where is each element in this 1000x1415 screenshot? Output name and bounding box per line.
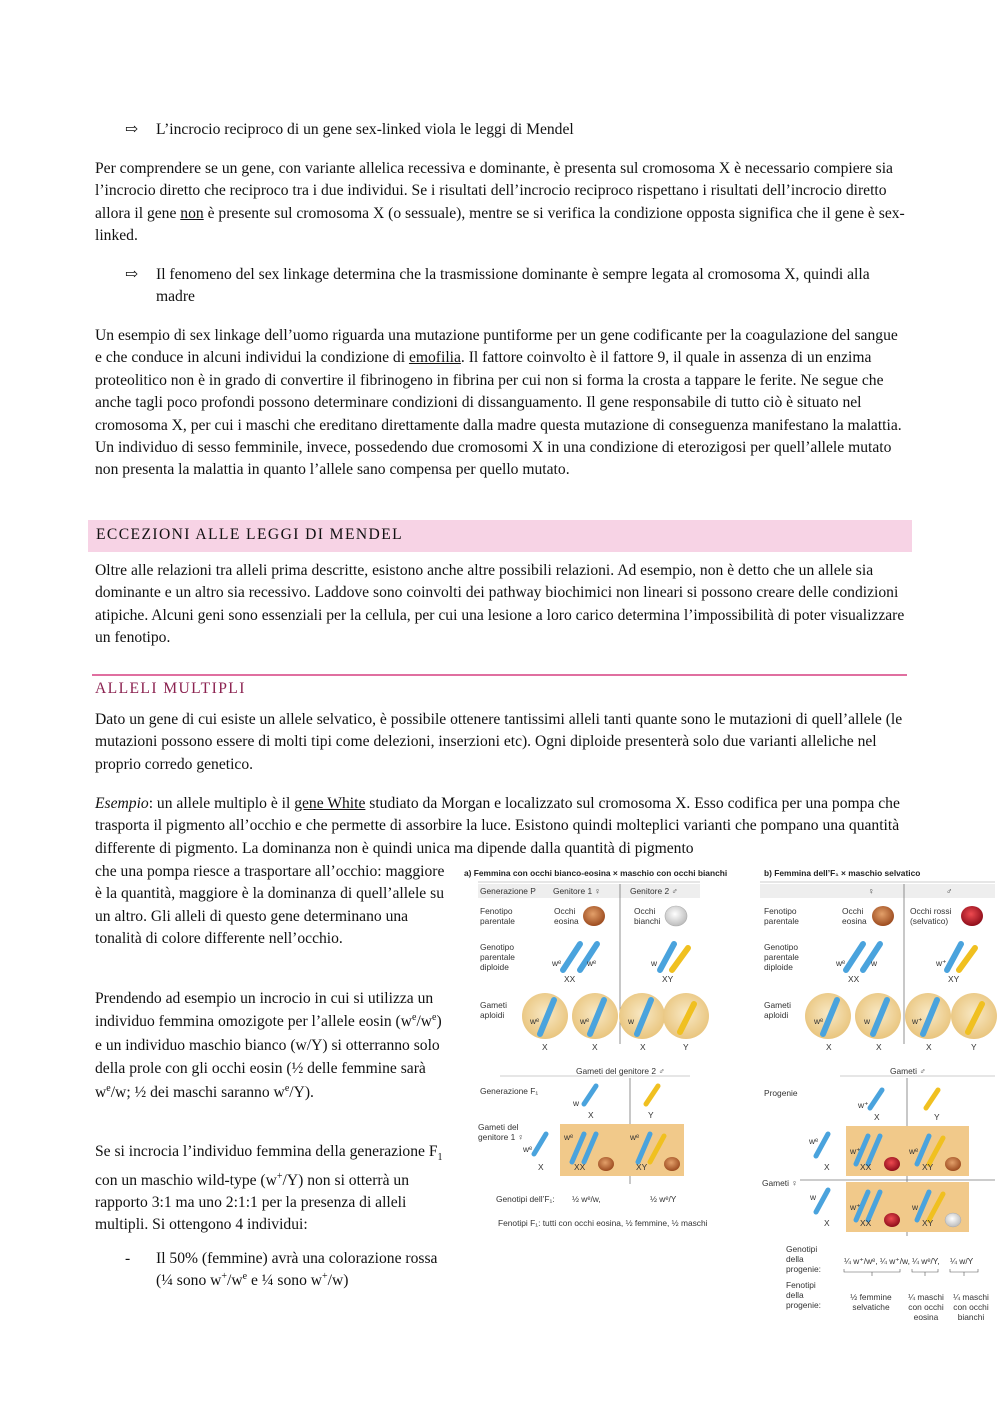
label-gameti-aploidi-b: Gameti aploidi xyxy=(764,1000,791,1020)
paragraph-2: Un esempio di sex linkage dell’uomo riguarda una mutazione puntiforme per un gene codificante per la coagulazione del sangue e che conduce in alcuni individui la condizione di emofilia. Il fattore coinvolto è il fattore 9, il quale in assenza di un enzima proteolitico non è in grado di convertire il fibrinogeno in fibrina per cui non si forma la crosta a tappare le ferite. Ne segue che anche tagli poco profondi possono determinare condizioni di dissanguamento. Il gene responsabile di tutto ciò è situato nel cromosoma X, per cui i maschi che ereditano direttamente dalla madre questa mutazione di conseguenza manifestano la malattia. Un individuo di sesso femminile, invece, possedendo due cromosomi X in una condizione di eterozigosi per quell’allele mutato non presenta la malattia in quanto l’allele sano compensa per quello mutato. xyxy=(95,327,902,479)
arrow-bullet-icon: ⇨ xyxy=(125,266,139,283)
white-eye-icon xyxy=(665,906,687,926)
red-eye-icon xyxy=(961,906,983,926)
genotype-xx: XX xyxy=(860,1162,872,1172)
figure-title-b: b) Femmina dell’F₁ × maschio selvatico xyxy=(764,868,921,878)
genotype-xy: XY xyxy=(922,1162,934,1172)
list-item-1: Il 50% (femmine) avrà una colorazione rossa (¼ sono $w^+/w^e$ e ¼ sono w+/w) xyxy=(156,1250,438,1290)
paragraph-3: Oltre alle relazioni tra alleli prima descritte, esistono anche altre possibili relazioni. Ad esempio, non è detto che un allele sia dominante e un altro sia recessivo. Laddove sono coinvolti dei pathway biochimici non lineari si possono creare delle condizioni atipiche. Alcuni geni sono essenziali per la cellula, per cui una lesione a loro carico determina l’impossibilità di poter visualizzare un fenotipo. xyxy=(95,562,905,647)
arrow-bullet-icon: ⇨ xyxy=(125,121,139,138)
allele-we: wᵉ xyxy=(630,1132,640,1142)
section-divider xyxy=(92,674,907,676)
paragraph-7: Se si incrocia l’individuo femmina della generazione $F_1$ con un maschio wild-type (w+/Y) non si otterrà un rapporto 3:1 ma uno 2:1:1 per la presenza di alleli multipli. Si ottengono 4 individui: xyxy=(95,1143,443,1234)
allele-w: w xyxy=(810,1192,817,1202)
label-gameti-female: Gameti ♀ xyxy=(762,1178,798,1188)
allele-w: w xyxy=(628,1016,635,1026)
gamete-y: Y xyxy=(971,1042,977,1052)
paragraph-1: Per comprendere se un gene, con variante allelica recessiva e dominante, è presenta sul cromosoma X è necessario compiere sia l’incrocio diretto che reciproco tra i due individui. Se i risultati dell’incrocio reciproco rispettano i risultati dell’incrocio diretto allora il gene non è presente sul cromosoma X (o sessuale), mentre se si verifica la condizione opposta significa che il gene è sex-linked. xyxy=(95,160,905,245)
allele-wplus: w⁺ xyxy=(912,1016,923,1026)
female-symbol: ♀ xyxy=(868,886,875,896)
allele-we: wᵉ xyxy=(814,1016,824,1026)
eosin-eye-icon xyxy=(872,906,894,926)
genotype-xx: XX xyxy=(564,974,576,984)
gamete-x: X xyxy=(538,1162,544,1172)
label-genotipo-parentale-b: Genotipo parentale diploide xyxy=(764,942,799,972)
label-genotipo-parentale: Genotipo parentale diploide xyxy=(480,942,515,972)
allele-we: wᵉ xyxy=(523,1144,533,1154)
fenotipi-progenie-b: ¼ maschi con occhi eosina xyxy=(908,1292,944,1322)
label-genotipi-f1: Genotipi dell’F₁: xyxy=(496,1194,555,1204)
gamete-y: Y xyxy=(934,1112,940,1122)
label-gameti-genitore2: Gameti del genitore 2 ♂ xyxy=(576,1066,665,1076)
label-fenotipi-progenie: Fenotipi della progenie: xyxy=(786,1280,821,1310)
genotipi-progenie-b: ¼ wᵉ/Y, xyxy=(912,1256,940,1266)
allele-we: wᵉ xyxy=(580,1016,590,1026)
allele-we: wᵉ xyxy=(836,958,846,968)
genotipi-progenie-c: ¼ w/Y xyxy=(950,1256,974,1266)
gamete-x: X xyxy=(588,1110,594,1120)
label-progenie: Progenie xyxy=(764,1088,798,1098)
allele-wplus: w⁺ xyxy=(850,1146,861,1156)
eosin-eye-icon xyxy=(583,906,605,926)
allele-w: w xyxy=(912,1202,919,1212)
allele-wplus: w⁺ xyxy=(858,1100,869,1110)
label-occhi-eosina: Occhi eosina xyxy=(554,906,579,926)
label-occhi-rossi: Occhi rossi (selvatico) xyxy=(910,906,952,926)
allele-we: wᵉ xyxy=(530,1016,540,1026)
gamete-x: X xyxy=(824,1162,830,1172)
allele-we: wᵉ xyxy=(587,958,597,968)
list-dash: - xyxy=(125,1250,131,1267)
gamete-x: X xyxy=(542,1042,548,1052)
label-genotipi-progenie: Genotipi della progenie: xyxy=(786,1244,821,1274)
genotype-xy: XY xyxy=(948,974,960,984)
allele-we: wᵉ xyxy=(809,1136,819,1146)
gamete-x: X xyxy=(826,1042,832,1052)
label-gen-p: Generazione P xyxy=(480,886,536,896)
section-heading-eccezioni: ECCEZIONI ALLE LEGGI DI MENDEL xyxy=(88,520,912,552)
section-heading-alleli-multipli: ALLELI MULTIPLI xyxy=(95,680,246,697)
gamete-x: X xyxy=(926,1042,932,1052)
fenotipi-progenie-a: ½ femmine selvatiche xyxy=(850,1292,892,1312)
genotype-xx: XX xyxy=(574,1162,586,1172)
allele-w: w xyxy=(864,1016,871,1026)
paragraph-6: Prendendo ad esempio un incrocio in cui si utilizza un individuo femmina omozigote per l’allele eosin $(w^e/w^e)$ e un individuo maschio bianco (w/Y) si otterranno solo della prole con gli occhi eosin (½ delle femmine sarà $w^e/w$; ½ dei maschi saranno $w^e/Y$). xyxy=(95,990,442,1101)
label-fenotipo-parentale-b: Fenotipo parentale xyxy=(764,906,799,926)
genotype-xy: XY xyxy=(922,1218,934,1228)
genotipi-progenie-a: ¼ w⁺/wᵉ, ¼ w⁺/w, xyxy=(844,1256,910,1266)
genotype-xx: XX xyxy=(860,1218,872,1228)
bullet-text-1: L’incrocio reciproco di un gene sex-linked viola le leggi di Mendel xyxy=(156,121,574,138)
label-fenotipi-f1: Fenotipi F₁: tutti con occhi eosina, ½ femmine, ½ maschi xyxy=(498,1218,708,1228)
genotype-xx: XX xyxy=(848,974,860,984)
allele-we: wᵉ xyxy=(909,1146,919,1156)
gamete-x: X xyxy=(874,1112,880,1122)
label-genitore2: Genitore 2 ♂ xyxy=(630,886,678,896)
genotipi-f1-a: ½ wᵉ/w, xyxy=(572,1194,601,1204)
figure-graphics xyxy=(460,864,1000,1324)
gamete-x: X xyxy=(592,1042,598,1052)
paragraph-5-continued: che una pompa riesce a trasportare all’occhio: maggiore è la quantità, maggiore è la dominanza di quell’allele su un altro. Gli alleli di questo gene determinano una tonalità di colore differente nell’occhio. xyxy=(95,863,445,948)
bullet-text-2: Il fenomeno del sex linkage determina che la trasmissione dominante è sempre legata al cromosoma X, quindi alla madre xyxy=(156,266,870,306)
genotype-xy: XY xyxy=(636,1162,648,1172)
label-occhi-eosina-b: Occhi eosina xyxy=(842,906,867,926)
genotype-xy: XY xyxy=(662,974,674,984)
male-symbol: ♂ xyxy=(946,886,953,896)
allele-we: wᵉ xyxy=(552,958,562,968)
genetics-cross-figure xyxy=(460,864,1000,1324)
gamete-x: X xyxy=(640,1042,646,1052)
label-genitore1: Genitore 1 ♀ xyxy=(553,886,601,896)
gamete-y: Y xyxy=(683,1042,689,1052)
gamete-x: X xyxy=(824,1218,830,1228)
label-gameti-genitore1: Gameti del genitore 1 ♀ xyxy=(478,1122,524,1142)
label-gameti-male: Gameti ♂ xyxy=(890,1066,926,1076)
paragraph-5: Esempio: un allele multiplo è il gene White studiato da Morgan e localizzato sul cromosoma X. Esso codifica per una pompa che trasporta il pigmento all’occhio e che permette di assorbire la luce. Esistono quindi molteplici varianti che pompano una quantità differente di pigmento. La dominanza non è quindi unica ma dipende dalla quantità di pigmento xyxy=(95,795,900,857)
label-gen-f1: Generazione F₁ xyxy=(480,1086,539,1096)
gamete-y: Y xyxy=(648,1110,654,1120)
fenotipi-progenie-c: ¼ maschi con occhi bianchi xyxy=(953,1292,989,1322)
allele-w: w xyxy=(573,1098,580,1108)
figure-title-a: a) Femmina con occhi bianco-eosina × maschio con occhi bianchi xyxy=(464,868,728,878)
allele-wplus: w⁺ xyxy=(936,958,947,968)
paragraph-4: Dato un gene di cui esiste un allele selvatico, è possibile ottenere tantissimi alleli tanti quante sono le mutazioni di quell’allele (le mutazioni possono essere di molti tipi come delezioni, inserzioni etc). Ogni diploide presenterà solo due varianti alleliche nel proprio corredo genetico. xyxy=(95,711,903,773)
genotipi-f1-b: ½ wᵉ/Y xyxy=(650,1194,677,1204)
allele-w: w xyxy=(651,958,658,968)
label-gameti-aploidi: Gameti aploidi xyxy=(480,1000,507,1020)
label-fenotipo-parentale: Fenotipo parentale xyxy=(480,906,515,926)
allele-we: wᵉ xyxy=(564,1132,574,1142)
allele-wplus: w⁺ xyxy=(850,1202,861,1212)
gamete-x: X xyxy=(876,1042,882,1052)
allele-w: w xyxy=(871,958,878,968)
label-occhi-bianchi: Occhi bianchi xyxy=(634,906,661,926)
